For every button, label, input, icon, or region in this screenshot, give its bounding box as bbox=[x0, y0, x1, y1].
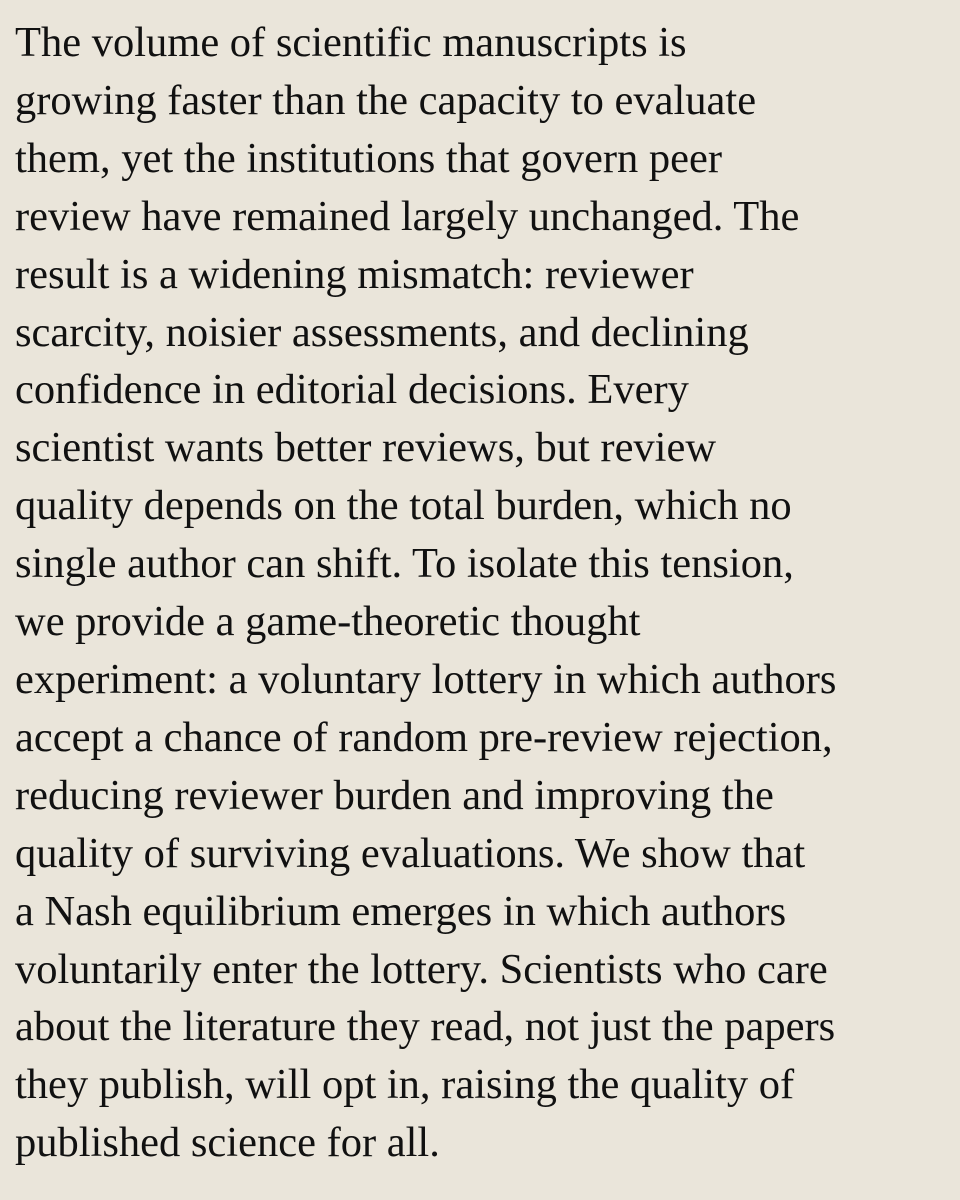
text-line: result is a widening mismatch: reviewer bbox=[15, 250, 694, 298]
text-line: experiment: a voluntary lottery in which authors bbox=[15, 655, 837, 703]
text-line: we provide a game-theoretic thought bbox=[15, 598, 641, 646]
text-line: published science for all. bbox=[15, 1119, 440, 1167]
text-line: quality depends on the total burden, which no bbox=[15, 482, 792, 530]
text-line: quality of surviving evaluations. We show that bbox=[15, 829, 806, 877]
text-line: review have remained largely unchanged. The bbox=[15, 192, 800, 240]
text-line: they publish, will opt in, raising the quality of bbox=[15, 1061, 795, 1109]
text-line: scarcity, noisier assessments, and declining bbox=[15, 308, 749, 356]
text-line: scientist wants better reviews, but review bbox=[15, 424, 717, 472]
text-line: reducing reviewer burden and improving the bbox=[15, 771, 774, 819]
text-line: growing faster than the capacity to evaluate bbox=[15, 76, 757, 124]
text-line: voluntarily enter the lottery. Scientists who care bbox=[15, 945, 828, 993]
text-line: single author can shift. To isolate this tension, bbox=[15, 540, 794, 588]
text-line: them, yet the institutions that govern peer bbox=[15, 134, 722, 182]
text-line: confidence in editorial decisions. Every bbox=[15, 366, 689, 414]
text-line: accept a chance of random pre-review rejection, bbox=[15, 713, 833, 761]
text-line: about the literature they read, not just the papers bbox=[15, 1003, 836, 1051]
text-line: The volume of scientific manuscripts is bbox=[15, 19, 687, 66]
abstract-paragraph bbox=[15, 14, 960, 1172]
text-line: a Nash equilibrium emerges in which authors bbox=[15, 887, 787, 935]
